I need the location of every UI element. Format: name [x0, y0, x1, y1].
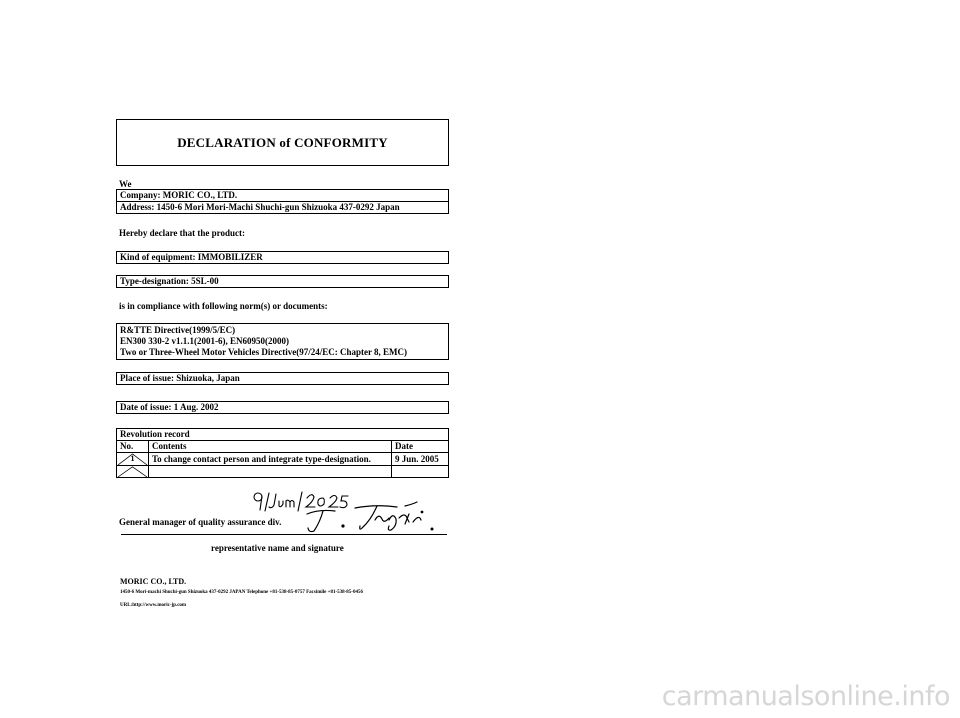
revision-contents — [149, 466, 392, 478]
handwritten-signature — [305, 500, 450, 534]
revision-number: 1 — [130, 454, 135, 463]
company-row: Company: MORIC CO., LTD. — [116, 189, 449, 202]
revision-table — [116, 428, 449, 478]
revision-header-row — [117, 441, 449, 453]
compliance-text: is in compliance with following norm(s) or documents: — [119, 301, 328, 311]
table-row — [117, 466, 449, 478]
watermark: carmanualsonline.info — [661, 681, 950, 712]
header-date: Date — [392, 441, 449, 453]
norms-box — [116, 323, 449, 360]
norm-line: Two or Three-Wheel Motor Vehicles Directive(97/24/EC: Chapter 8, EMC) — [120, 347, 408, 357]
revision-triangle-icon — [117, 466, 148, 477]
header-no: No. — [117, 441, 149, 453]
revision-date — [392, 466, 449, 478]
header-contents: Contents — [149, 441, 392, 453]
revision-title-row — [117, 429, 449, 441]
place-of-issue-row: Place of issue: Shizuoka, Japan — [116, 372, 449, 385]
footer-url: URL:http://www.moric-jp.com — [120, 603, 187, 608]
revision-date: 9 Jun. 2005 — [392, 453, 449, 466]
revision-title: Revolution record — [117, 429, 449, 441]
manager-title: General manager of quality assurance div. — [119, 517, 282, 527]
date-of-issue-row: Date of issue: 1 Aug. 2002 — [116, 401, 449, 414]
footer-company: MORIC CO., LTD. — [120, 577, 187, 586]
title-box — [116, 119, 449, 166]
revision-number-cell — [117, 466, 149, 478]
declare-text: Hereby declare that the product: — [119, 228, 245, 238]
table-row — [117, 453, 449, 466]
norm-line: R&TTE Directive(1999/5/EC) — [120, 325, 236, 335]
norm-line: EN300 330-2 v1.1.1(2001-6), EN60950(2000) — [120, 336, 289, 346]
type-designation-row: Type-designation: 5SL-00 — [116, 275, 449, 288]
revision-contents: To change contact person and integrate type-designation. — [149, 453, 392, 466]
footer-address: 1450-6 Mori-machi Shuchi-gun Shizuoka 437-0292 JAPAN Telephone +81-538-85-0757 Facsimile +81-538-85-0456 — [120, 590, 363, 595]
we-label: We — [119, 179, 132, 189]
kind-of-equipment-row: Kind of equipment: IMMOBILIZER — [116, 251, 449, 264]
address-row: Address: 1450-6 Mori Mori-Machi Shuchi-gun Shizuoka 437-0292 Japan — [116, 201, 449, 214]
signature-caption: representative name and signature — [211, 543, 344, 553]
revision-number-cell — [117, 453, 149, 466]
signature-line — [121, 534, 447, 535]
page-title: DECLARATION of CONFORMITY — [177, 134, 388, 150]
